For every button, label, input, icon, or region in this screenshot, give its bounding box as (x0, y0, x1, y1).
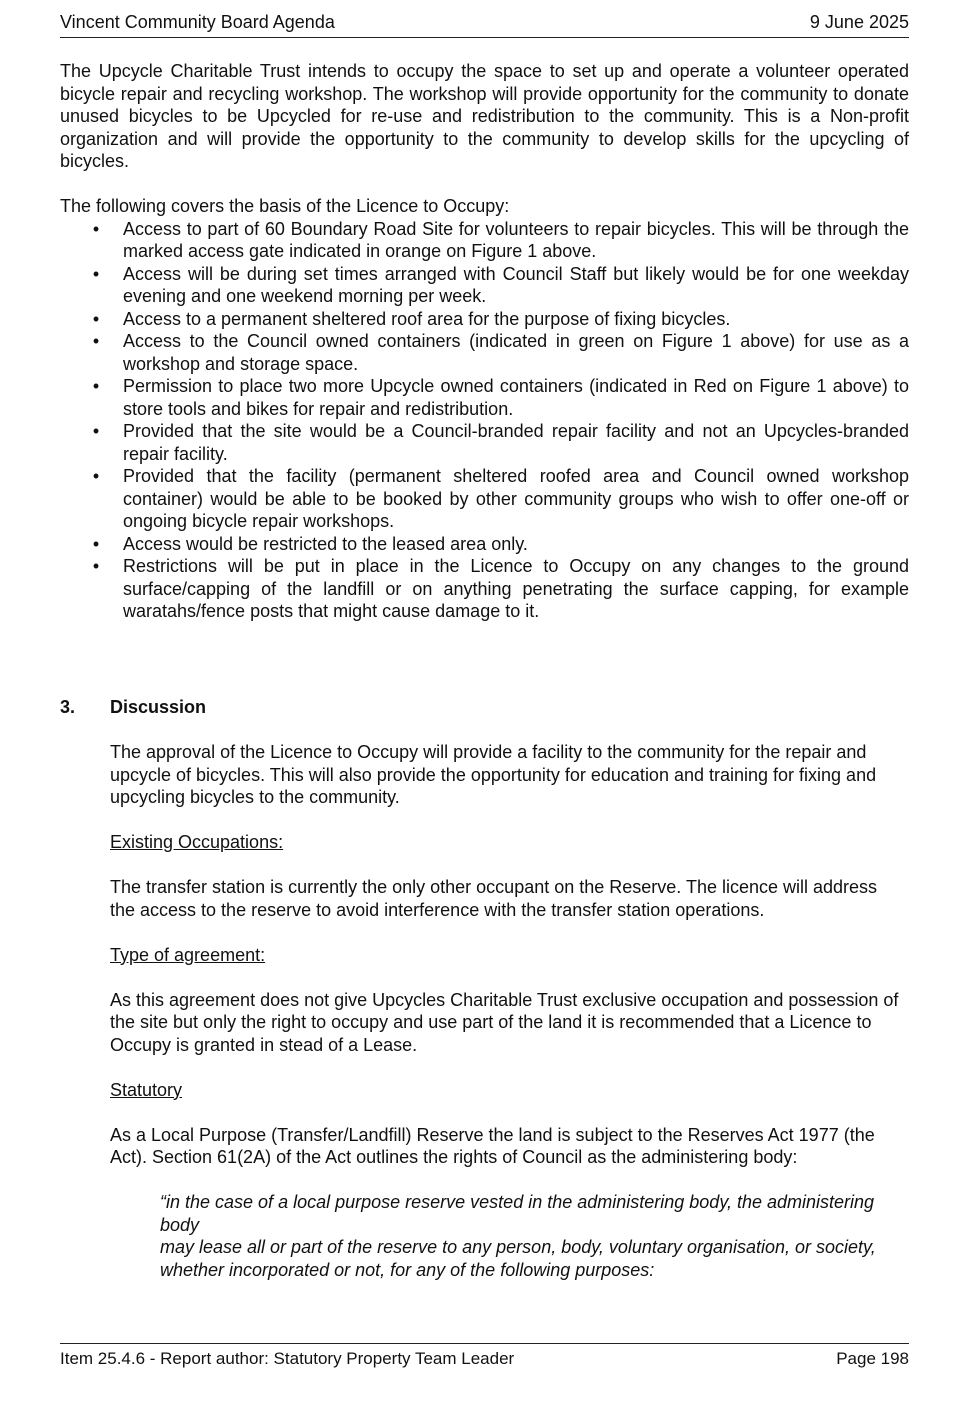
quote-line: whether incorporated or not, for any of the following purposes: (160, 1259, 655, 1280)
section-heading (60, 696, 909, 719)
report-item: Item 25.4.6 - Report author: Statutory Property Team Leader (60, 1349, 515, 1368)
list-item: • Provided that the facility (permanent sheltered roofed area and Council owned workshop container) would be able to be booked by other community groups who wish to offer one-off or ongoing bicycle repair workshops. (60, 465, 909, 533)
bullet-icon: • (92, 331, 100, 351)
bullet-icon: • (92, 466, 100, 486)
list-item: • Access would be restricted to the leased area only. (60, 533, 909, 556)
list-item: • Access to part of 60 Boundary Road Site for volunteers to repair bicycles. This will be through the marked access gate indicated in orange on Figure 1 above. (60, 218, 909, 263)
bullet-icon: • (92, 376, 100, 396)
licence-basis-lead: The following covers the basis of the Licence to Occupy: (60, 196, 510, 216)
quote-line: “in the case of a local purpose reserve vested in the administering body, the administering body (160, 1192, 875, 1235)
section-title: Discussion (110, 697, 207, 717)
intro-section (60, 60, 909, 623)
list-item: • Permission to place two more Upcycle owned containers (indicated in Red on Figure 1 above) to store tools and bikes for repair and redistribution. (60, 375, 909, 420)
list-item: • Access to a permanent sheltered roof area for the purpose of fixing bicycles. (60, 308, 909, 331)
licence-basis-list (60, 218, 909, 623)
agreement-type-text: As this agreement does not give Upcycles Charitable Trust exclusive occupation and possession of the site but only the right to occupy and use part of the land it is recommended that a Licence to Occupy is granted in stead of a Lease. (110, 989, 899, 1055)
list-item: • Restrictions will be put in place in the Licence to Occupy on any changes to the ground surface/capping of the landfill or on anything penetrating the surface capping, for example waratahs/fence posts that might cause damage to it. (60, 555, 909, 623)
page-number: Page 198 (836, 1349, 909, 1368)
bullet-icon: • (92, 308, 100, 329)
bullet-icon: • (92, 263, 100, 284)
reserves-act-quote (160, 1191, 900, 1281)
bullet-icon: • (92, 421, 100, 441)
list-item: • Provided that the site would be a Council-branded repair facility and not an Upcycles-branded repair facility. (60, 420, 909, 465)
agreement-type-heading: Type of agreement: (110, 944, 266, 965)
bullet-icon: • (92, 218, 100, 239)
statutory-text: As a Local Purpose (Transfer/Landfill) Reserve the land is subject to the Reserves Act 1977 (the Act). Section 61(2A) of the Act outlines the rights of Council as the administering body: (110, 1124, 875, 1167)
statutory-heading: Statutory (110, 1079, 183, 1100)
bullet-icon: • (92, 533, 100, 554)
page-header (60, 11, 909, 38)
page-footer (60, 1343, 909, 1370)
discussion-paragraph: The approval of the Licence to Occupy will provide a facility to the community for the repair and upcycle of bicycles. This will also provide the opportunity for education and training for fixing and upcycling bicycles to the community. (110, 742, 877, 807)
existing-occupations-text: The transfer station is currently the only other occupant on the Reserve. The licence will address the access to the reserve to avoid interference with the transfer station operations. (110, 877, 878, 920)
quote-line: may lease all or part of the reserve to any person, body, voluntary organisation, or society, (160, 1237, 876, 1257)
discussion-section (60, 696, 909, 1281)
section-number: 3. (60, 697, 76, 717)
list-item: • Access to the Council owned containers (indicated in green on Figure 1 above) for use as a workshop and storage space. (60, 330, 909, 375)
intro-paragraph: The Upcycle Charitable Trust intends to occupy the space to set up and operate a volunteer operated bicycle repair and recycling workshop. The workshop will provide opportunity for the community to donate unused bicycles to be Upcycled for re-use and redistribution to the community. This is a Non-profit organization and will provide the opportunity to the community to develop skills for the upcycling of bicycles. (60, 61, 909, 171)
agenda-date: 9 June 2025 (809, 12, 909, 32)
bullet-icon: • (92, 556, 100, 576)
list-item: • Access will be during set times arranged with Council Staff but likely would be for one weekday evening and one weekend morning per week. (60, 263, 909, 308)
agenda-title: Vincent Community Board Agenda (60, 12, 335, 32)
existing-occupations-heading: Existing Occupations: (110, 832, 284, 852)
section-body (110, 741, 900, 1281)
